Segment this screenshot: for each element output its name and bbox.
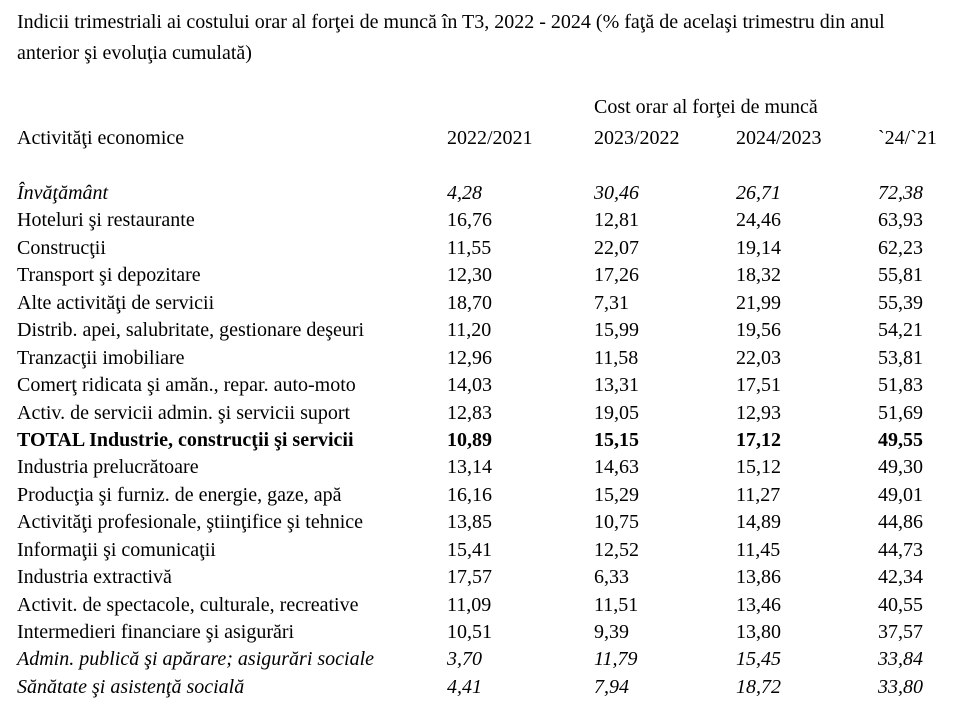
table-row	[0, 592, 965, 619]
value-2024-2023: 18,32	[736, 264, 781, 287]
value-2023-2022: 6,33	[594, 566, 629, 589]
value-cumulative: 72,38	[878, 182, 923, 204]
value-2024-2023: 21,99	[736, 291, 781, 314]
activity-name: Tranzacţii imobiliare	[17, 346, 185, 369]
table-row	[0, 345, 965, 372]
value-2022-2021: 11,20	[447, 319, 492, 342]
activity-name: Informaţii şi comunicaţii	[17, 538, 216, 561]
value-2022-2021: 12,96	[447, 346, 492, 369]
value-2023-2022: 14,63	[594, 456, 639, 479]
table-row	[0, 372, 965, 399]
value-2023-2022: 11,79	[594, 648, 638, 671]
value-cumulative: 51,83	[878, 374, 923, 397]
activity-name: Distrib. apei, salubritate, gestionare deşeuri	[17, 319, 365, 342]
value-cumulative: 42,34	[878, 566, 923, 589]
value-2022-2021: 12,83	[447, 401, 492, 424]
table-row	[0, 619, 965, 646]
table-row	[0, 207, 965, 234]
value-2024-2023: 11,45	[736, 538, 781, 561]
value-2022-2021: 13,85	[447, 511, 492, 534]
column-header-2024-2023: 2024/2023	[736, 127, 822, 149]
table-row	[0, 482, 965, 509]
column-header-cumulative: `24/`21	[878, 127, 937, 149]
value-2023-2022: 7,94	[594, 675, 629, 698]
value-cumulative: 33,80	[878, 675, 923, 698]
table-row	[0, 646, 965, 673]
value-2024-2023: 13,86	[736, 566, 781, 589]
activity-name: TOTAL Industrie, construcţii şi servicii	[17, 428, 354, 451]
table-row	[0, 235, 965, 262]
value-2023-2022: 22,07	[594, 236, 639, 259]
value-2024-2023: 13,46	[736, 593, 781, 616]
value-2023-2022: 17,26	[594, 264, 639, 287]
value-2023-2022: 12,52	[594, 538, 639, 561]
value-cumulative: 40,55	[878, 593, 923, 616]
activity-name: Comerţ ridicata şi amăn., repar. auto-moto	[17, 374, 356, 397]
value-2023-2022: 15,15	[594, 428, 639, 451]
value-2024-2023: 17,12	[736, 428, 781, 451]
activity-name: Intermedieri financiare şi asigurări	[17, 621, 295, 643]
value-2024-2023: 26,71	[736, 182, 781, 204]
table-row	[0, 262, 965, 289]
activity-name: Activităţi profesionale, ştiinţifice şi tehnice	[17, 511, 364, 534]
activity-name: Transport şi depozitare	[17, 264, 201, 287]
value-2022-2021: 18,70	[447, 291, 492, 314]
activity-name: Alte activităţi de servicii	[17, 291, 215, 314]
value-2024-2023: 24,46	[736, 209, 781, 232]
activity-name: Admin. publică şi apărare; asigurări sociale	[17, 648, 375, 671]
activity-name: Activit. de spectacole, culturale, recreative	[17, 593, 359, 616]
column-header-2023-2022: 2023/2022	[594, 127, 680, 149]
value-cumulative: 49,01	[878, 483, 923, 506]
table-row	[0, 427, 965, 454]
value-2022-2021: 11,55	[447, 236, 492, 259]
value-2023-2022: 12,81	[594, 209, 639, 232]
activity-name: Sănătate şi asistenţă socială	[17, 675, 245, 698]
value-2024-2023: 19,56	[736, 319, 781, 342]
column-header-activity: Activităţi economice	[17, 127, 185, 149]
activity-name: Producţia şi furniz. de energie, gaze, apă	[17, 483, 342, 506]
table-row	[0, 509, 965, 536]
value-2022-2021: 13,14	[447, 456, 492, 479]
value-cumulative: 62,23	[878, 236, 923, 259]
value-2023-2022: 11,58	[594, 346, 639, 369]
value-2024-2023: 15,12	[736, 456, 781, 479]
table-row	[0, 290, 965, 317]
value-cumulative: 44,86	[878, 511, 923, 534]
activity-name: Industria prelucrătoare	[17, 456, 199, 479]
value-2022-2021: 4,41	[447, 675, 482, 698]
table-row	[0, 674, 965, 701]
table-title: Indicii trimestriali ai costului orar al forţei de muncă în T3, 2022 - 2024 (% faţă de acelaşi trimestru din anul anterior şi evoluţia cumulată)	[17, 11, 885, 64]
value-2024-2023: 15,45	[736, 648, 781, 671]
value-2024-2023: 22,03	[736, 346, 781, 369]
value-2022-2021: 10,89	[447, 428, 492, 451]
value-cumulative: 55,39	[878, 291, 923, 314]
value-2023-2022: 19,05	[594, 401, 639, 424]
value-2024-2023: 19,14	[736, 236, 781, 259]
value-cumulative: 44,73	[878, 538, 923, 561]
value-2022-2021: 11,09	[447, 593, 492, 616]
table-row	[0, 537, 965, 564]
value-2023-2022: 15,29	[594, 483, 639, 506]
value-2022-2021: 15,41	[447, 538, 492, 561]
value-cumulative: 49,55	[878, 428, 923, 451]
table-row	[0, 454, 965, 481]
activity-name: Învăţământ	[17, 182, 109, 204]
value-2022-2021: 10,51	[447, 621, 492, 643]
value-2024-2023: 17,51	[736, 374, 781, 397]
value-cumulative: 54,21	[878, 319, 923, 342]
value-2023-2022: 10,75	[594, 511, 639, 534]
activity-name: Construcţii	[17, 236, 106, 259]
column-header-2022-2021: 2022/2021	[447, 127, 533, 149]
activity-name: Hoteluri şi restaurante	[17, 209, 195, 232]
value-2024-2023: 11,27	[736, 483, 781, 506]
value-2022-2021: 17,57	[447, 566, 492, 589]
value-2024-2023: 13,80	[736, 621, 781, 643]
value-2023-2022: 15,99	[594, 319, 639, 342]
value-cumulative: 55,81	[878, 264, 923, 287]
value-2022-2021: 16,16	[447, 483, 492, 506]
value-2024-2023: 18,72	[736, 675, 781, 698]
value-2023-2022: 13,31	[594, 374, 639, 397]
value-2022-2021: 14,03	[447, 374, 492, 397]
value-cumulative: 51,69	[878, 401, 923, 424]
value-2022-2021: 16,76	[447, 209, 492, 232]
activity-name: Industria extractivă	[17, 566, 172, 589]
value-2024-2023: 14,89	[736, 511, 781, 534]
value-cumulative: 33,84	[878, 648, 923, 671]
table-row	[0, 400, 965, 427]
value-2023-2022: 7,31	[594, 291, 629, 314]
value-2022-2021: 4,28	[447, 182, 482, 204]
table-row	[0, 564, 965, 591]
value-2022-2021: 12,30	[447, 264, 492, 287]
value-cumulative: 63,93	[878, 209, 923, 232]
value-2023-2022: 30,46	[594, 182, 639, 204]
value-2023-2022: 11,51	[594, 593, 639, 616]
table-row	[0, 180, 965, 207]
value-2024-2023: 12,93	[736, 401, 781, 424]
value-2022-2021: 3,70	[447, 648, 482, 671]
value-2023-2022: 9,39	[594, 621, 629, 643]
value-cumulative: 37,57	[878, 621, 923, 643]
group-header: Cost orar al forţei de muncă	[594, 96, 818, 118]
table-row	[0, 317, 965, 344]
data-table-body	[0, 180, 965, 701]
value-cumulative: 53,81	[878, 346, 923, 369]
value-cumulative: 49,30	[878, 456, 923, 479]
activity-name: Activ. de servicii admin. şi servicii suport	[17, 401, 351, 424]
